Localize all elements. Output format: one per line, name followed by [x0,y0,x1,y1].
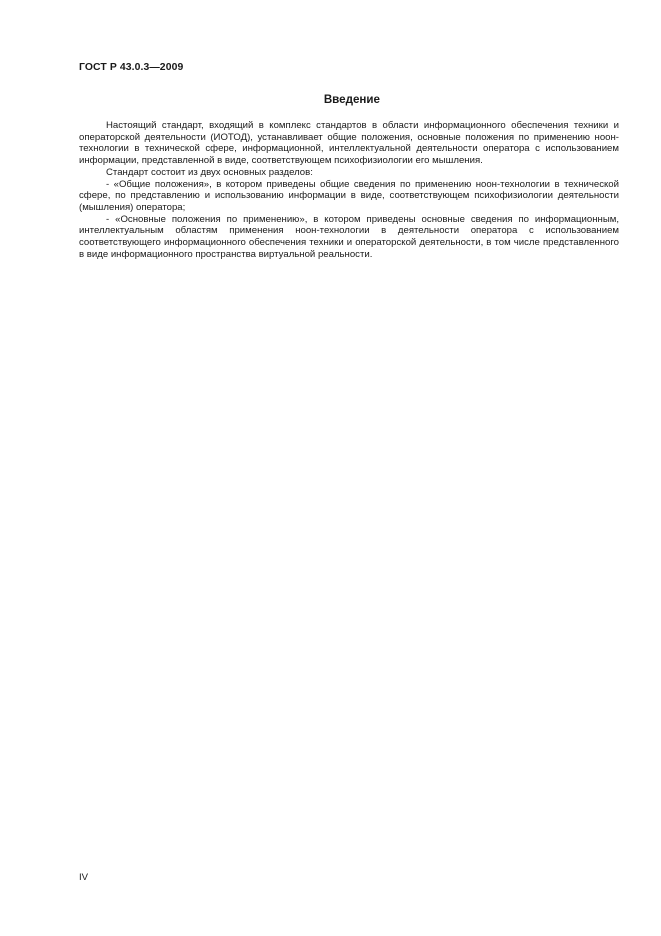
paragraph-application-provisions: - «Основные положения по применению», в котором приведены основные сведения по информационным, интеллектуальным областям применения ноон-технологии в деятельности оператора с использованием соответствующего информационного обеспечения техники и операторской деятельности, в том числе представленного в виде информационного пространства виртуальной реальности. [79,213,619,260]
page-number: IV [79,872,89,883]
paragraph-intro: Настоящий стандарт, входящий в комплекс стандартов в области информационного обеспечения техники и операторской деятельности (ИОТОД), устанавливает общие положения, основные положения по применению ноон-технологии в технической сфере, информационной, интеллектуальной деятельности оператора с использованием информации, представленной в виде, соответствующем психофизиологии его мышления. [79,120,619,167]
document-header: ГОСТ Р 43.0.3—2009 [79,62,184,73]
document-body [79,120,619,260]
paragraph-structure: Стандарт состоит из двух основных разделов: [106,166,313,178]
paragraph-general-provisions: - «Общие положения», в котором приведены общие сведения по применению ноон-технологии в технической сфере, по представлению и использованию информации в виде, соответствующем психофизиологии деятельности (мышления) оператора; [79,178,619,213]
section-title-wrapper [79,93,620,106]
section-title: Введение [323,93,380,106]
